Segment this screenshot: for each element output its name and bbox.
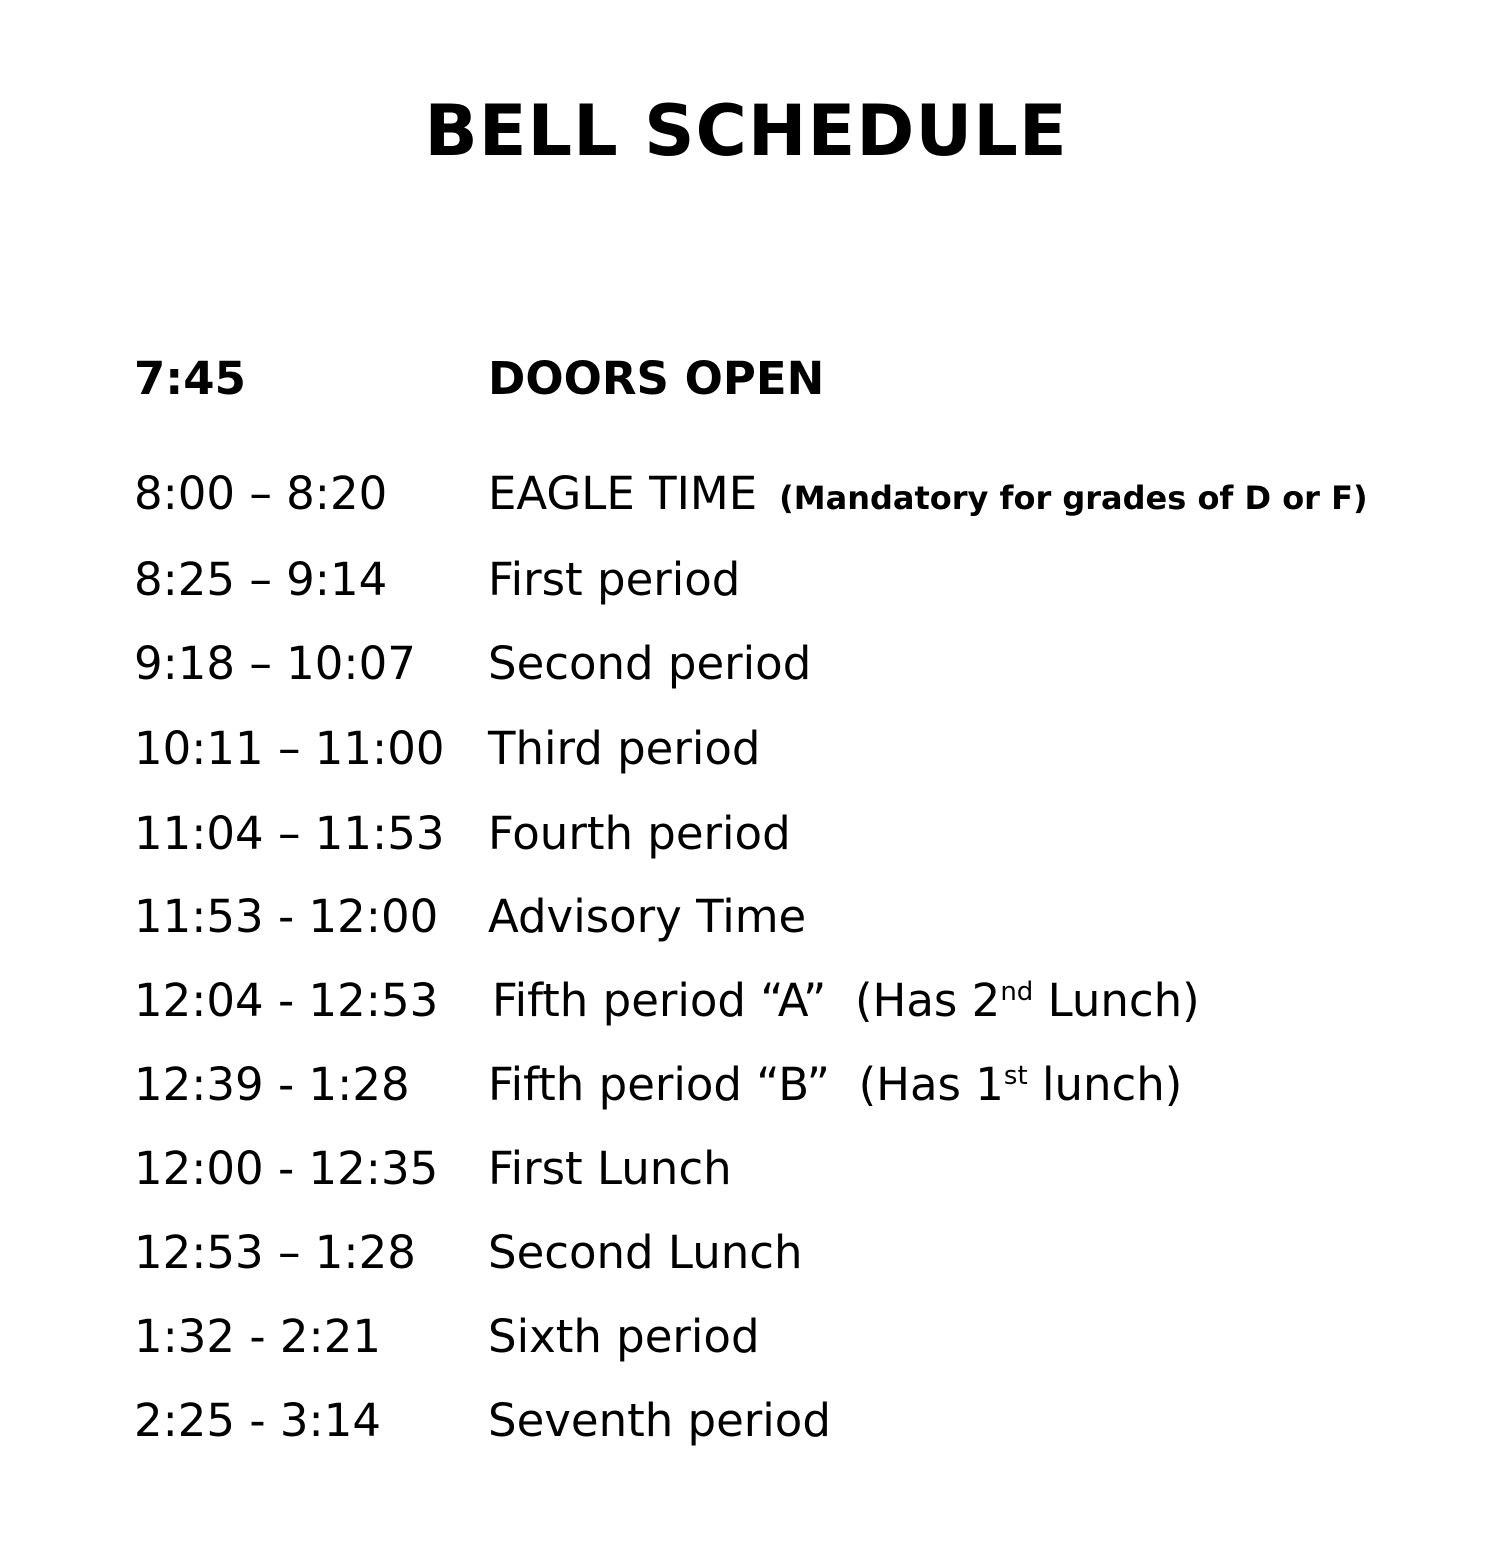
schedule-row-third-period <box>134 719 1474 779</box>
row-event-note: (Has 1st lunch) <box>858 1058 1183 1111</box>
row-event-container <box>488 1055 1182 1115</box>
schedule-row-fifth-period-b <box>134 1055 1474 1115</box>
schedule-row-fourth-period <box>134 804 1474 864</box>
row-time: 12:00 - 12:35 <box>134 1142 439 1195</box>
row-event-note: (Mandatory for grades of D or F) <box>779 479 1368 517</box>
row-time: 11:04 – 11:53 <box>134 807 445 860</box>
row-event-container <box>492 971 1200 1031</box>
row-time: 11:53 - 12:00 <box>134 890 439 943</box>
row-event-container <box>488 464 1368 528</box>
row-event: DOORS OPEN <box>488 352 825 405</box>
schedule-row-doors-open <box>134 349 1474 409</box>
row-time: 10:11 – 11:00 <box>134 722 445 775</box>
row-event-note: (Has 2nd Lunch) <box>854 974 1200 1027</box>
row-event: Third period <box>488 722 761 775</box>
row-event: First period <box>488 553 741 606</box>
page-title: BELL SCHEDULE <box>424 90 1068 172</box>
row-time: 8:00 – 8:20 <box>134 467 388 520</box>
schedule-row-eagle-time <box>134 464 1474 524</box>
schedule-row-first-lunch <box>134 1139 1474 1199</box>
row-time: 12:39 - 1:28 <box>134 1058 410 1111</box>
schedule-row-sixth-period <box>134 1307 1474 1367</box>
row-event: EAGLE TIME <box>488 467 758 520</box>
row-event: Second period <box>488 637 812 690</box>
row-time: 12:04 - 12:53 <box>134 974 439 1027</box>
row-time: 9:18 – 10:07 <box>134 637 416 690</box>
row-event: First Lunch <box>488 1142 732 1195</box>
row-time: 2:25 - 3:14 <box>134 1394 381 1447</box>
row-time: 7:45 <box>134 352 246 405</box>
row-event: Seventh period <box>488 1394 831 1447</box>
schedule-row-second-period <box>134 634 1474 694</box>
schedule-row-advisory-time <box>134 887 1474 947</box>
row-event: Fourth period <box>488 807 791 860</box>
schedule-row-second-lunch <box>134 1223 1474 1283</box>
row-time: 8:25 – 9:14 <box>134 553 388 606</box>
schedule-row-first-period <box>134 550 1474 610</box>
schedule-row-fifth-period-a <box>134 971 1474 1031</box>
row-event: Fifth period “A” <box>492 974 827 1027</box>
row-event: Sixth period <box>488 1310 760 1363</box>
row-time: 12:53 – 1:28 <box>134 1226 416 1279</box>
row-event: Second Lunch <box>488 1226 803 1279</box>
row-time: 1:32 - 2:21 <box>134 1310 381 1363</box>
row-event: Advisory Time <box>488 890 807 943</box>
schedule-row-seventh-period <box>134 1391 1474 1451</box>
row-event: Fifth period “B” <box>488 1058 830 1111</box>
